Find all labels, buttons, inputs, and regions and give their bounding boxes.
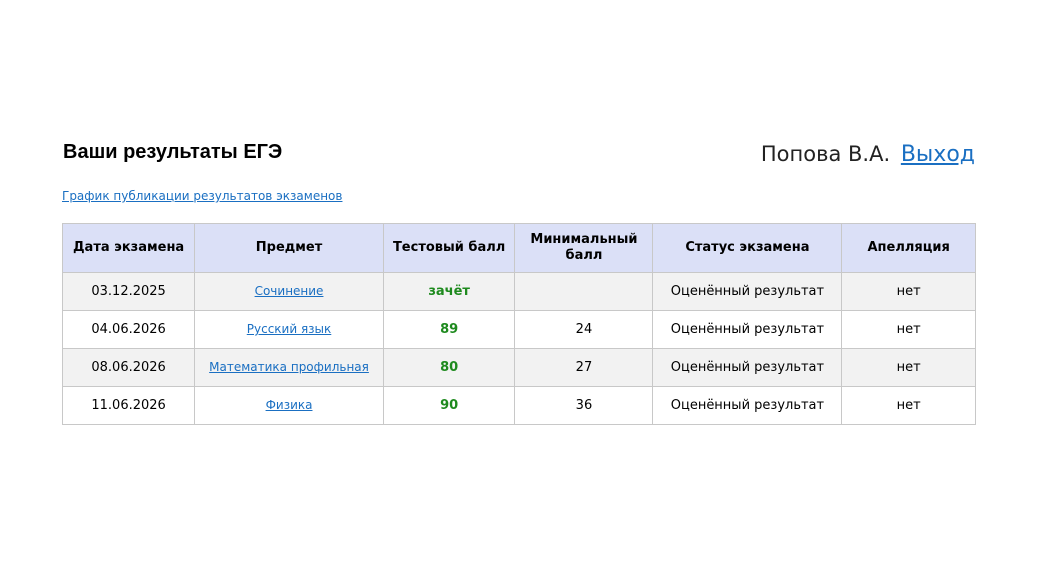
- test-score-cell: 90: [383, 387, 515, 425]
- min-score-cell: [515, 273, 653, 311]
- results-schedule-link[interactable]: График публикации результатов экзаменов: [62, 189, 343, 203]
- status-cell: Оценённый результат: [653, 273, 842, 311]
- min-score-cell: 27: [515, 349, 653, 387]
- test-score-cell: 80: [383, 349, 515, 387]
- subject-link[interactable]: Сочинение: [254, 284, 324, 298]
- column-header-min-score: Минимальный балл: [515, 224, 653, 273]
- subject-link[interactable]: Русский язык: [246, 322, 332, 336]
- subject-link[interactable]: Физика: [265, 398, 313, 412]
- exam-date-cell: 04.06.2026: [63, 311, 195, 349]
- min-score-cell: 24: [515, 311, 653, 349]
- status-cell: Оценённый результат: [653, 349, 842, 387]
- logout-link[interactable]: Выход: [900, 142, 975, 167]
- page-title: Ваши результаты ЕГЭ: [63, 141, 283, 163]
- column-header-status: Статус экзамена: [653, 224, 842, 273]
- appeal-cell: нет: [842, 349, 976, 387]
- results-table: [62, 223, 976, 425]
- column-header-subject: Предмет: [195, 224, 384, 273]
- status-cell: Оценённый результат: [653, 387, 842, 425]
- status-cell: Оценённый результат: [653, 311, 842, 349]
- table-row: [63, 349, 976, 387]
- table-row: [63, 273, 976, 311]
- exam-date-cell: 03.12.2025: [63, 273, 195, 311]
- column-header-test-score: Тестовый балл: [383, 224, 515, 273]
- subject-link[interactable]: Математика профильная: [209, 360, 369, 374]
- table-row: [63, 387, 976, 425]
- user-box: [761, 139, 975, 170]
- column-header-appeal: Апелляция: [842, 224, 976, 273]
- appeal-cell: нет: [842, 311, 976, 349]
- min-score-cell: 36: [515, 387, 653, 425]
- user-name: Попова В.А.: [760, 142, 891, 166]
- column-header-date: Дата экзамена: [63, 224, 195, 273]
- appeal-cell: нет: [842, 273, 976, 311]
- subject-cell: [195, 273, 384, 311]
- subject-cell: [195, 311, 384, 349]
- subject-cell: [195, 387, 384, 425]
- appeal-cell: нет: [842, 387, 976, 425]
- subject-cell: [195, 349, 384, 387]
- exam-date-cell: 11.06.2026: [63, 387, 195, 425]
- table-row: [63, 311, 976, 349]
- exam-date-cell: 08.06.2026: [63, 349, 195, 387]
- table-header-row: [63, 224, 976, 273]
- test-score-cell: зачёт: [383, 273, 515, 311]
- test-score-cell: 89: [383, 311, 515, 349]
